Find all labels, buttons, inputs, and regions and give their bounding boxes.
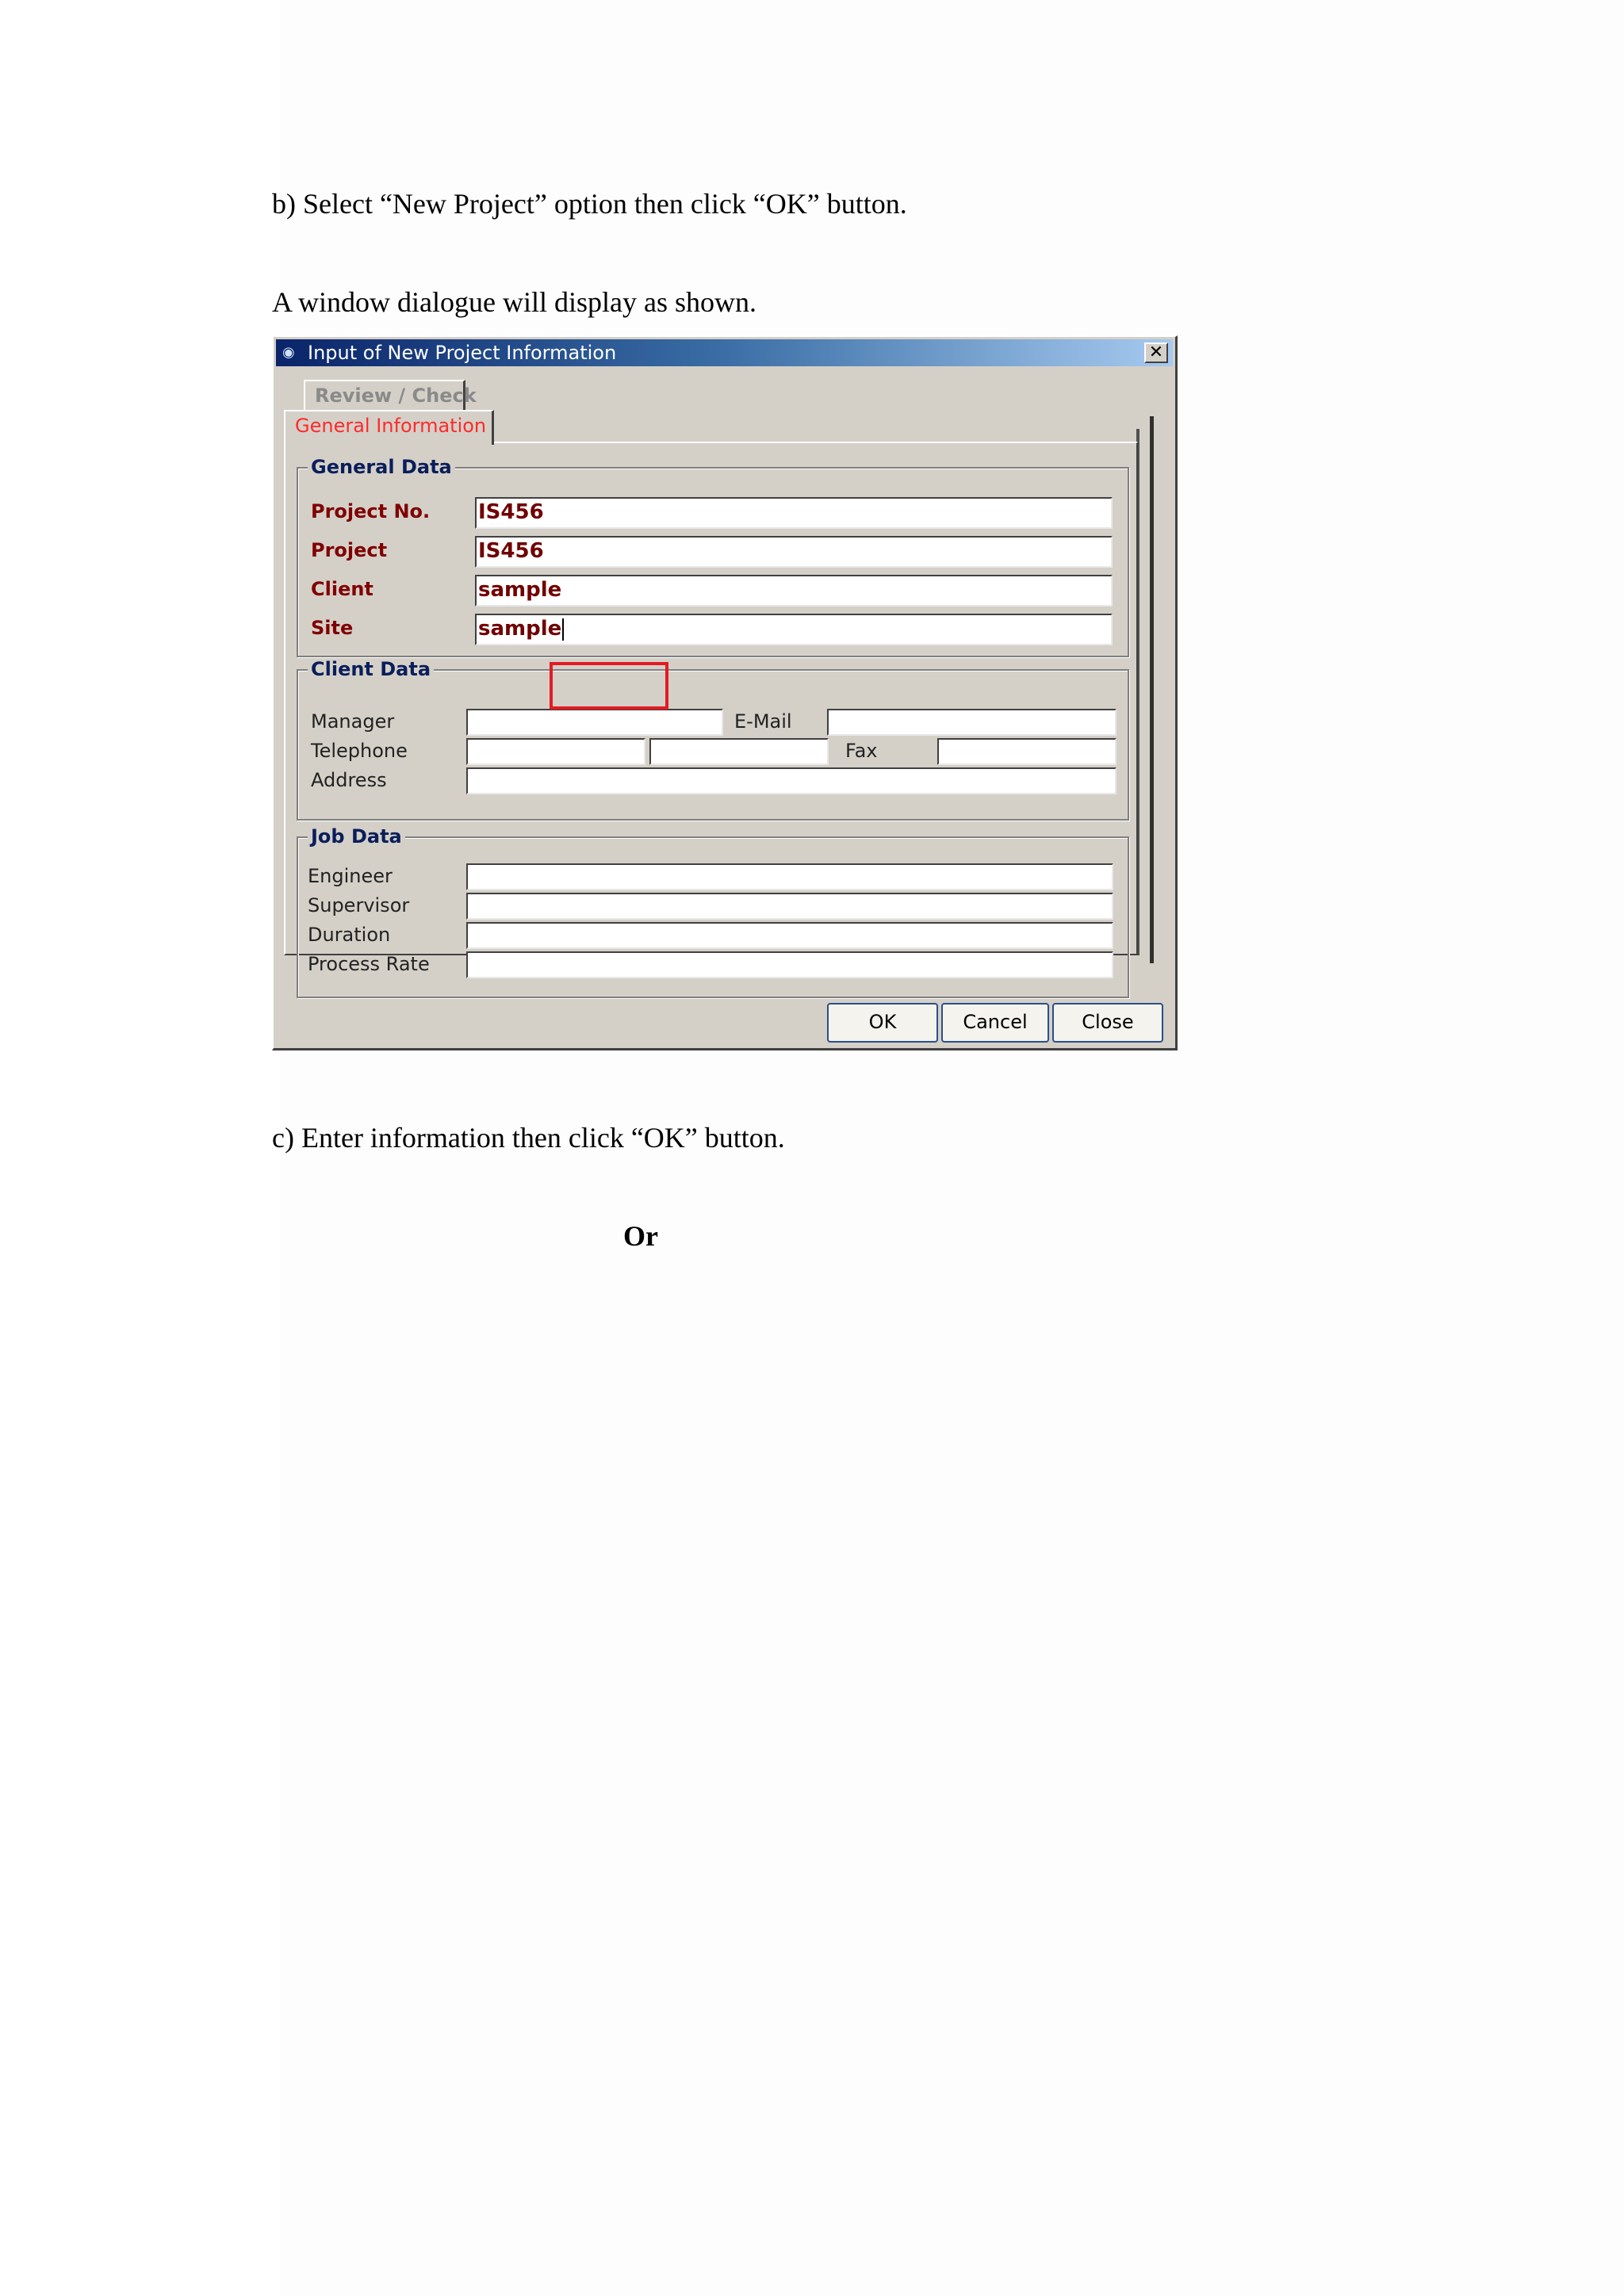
fax-field[interactable]	[937, 738, 1116, 765]
duration-field[interactable]	[466, 922, 1113, 949]
site-value: sample	[478, 617, 562, 641]
client-label: Client	[311, 578, 373, 600]
supervisor-field[interactable]	[466, 893, 1113, 920]
telephone-field-1[interactable]	[466, 738, 645, 765]
or-separator: Or	[623, 1220, 658, 1252]
close-button[interactable]: Close	[1052, 1003, 1163, 1043]
general-data-group	[297, 456, 1129, 657]
close-icon[interactable]: ✕	[1144, 342, 1168, 363]
instruction-dialog-note: A window dialogue will display as shown.	[272, 286, 756, 318]
telephone-label: Telephone	[311, 740, 408, 762]
job-data-title: Job Data	[308, 825, 405, 848]
new-project-dialog	[272, 335, 1178, 1050]
duration-label: Duration	[308, 924, 391, 946]
address-field[interactable]	[466, 767, 1116, 794]
project-no-label: Project No.	[311, 500, 431, 522]
manager-field[interactable]	[466, 709, 723, 736]
app-icon: ◉	[282, 344, 295, 361]
project-field[interactable]: IS456	[475, 536, 1113, 568]
tab-panel-general-information	[284, 442, 1138, 975]
process-rate-label: Process Rate	[308, 953, 430, 975]
project-no-field[interactable]: IS456	[475, 497, 1113, 529]
project-label: Project	[311, 539, 388, 561]
client-field[interactable]: sample	[475, 575, 1113, 607]
email-label: E-Mail	[734, 710, 792, 733]
ok-button[interactable]: OK	[827, 1003, 938, 1043]
instruction-step-b: b) Select “New Project” option then click “OK” button.	[272, 188, 907, 220]
tab-general-information[interactable]: General Information	[284, 410, 494, 445]
general-data-title: General Data	[308, 456, 455, 478]
engineer-label: Engineer	[308, 865, 393, 887]
dialog-titlebar	[276, 339, 1173, 366]
client-data-group	[297, 658, 1129, 821]
tab-stack-edge	[1150, 416, 1154, 963]
instruction-step-c: c) Enter information then click “OK” button.	[272, 1122, 785, 1154]
job-data-group	[297, 825, 1129, 998]
engineer-field[interactable]	[466, 863, 1113, 890]
address-label: Address	[311, 769, 387, 791]
email-field[interactable]	[827, 709, 1116, 736]
site-field[interactable]	[475, 614, 1113, 645]
cancel-button[interactable]: Cancel	[941, 1003, 1049, 1043]
site-label: Site	[311, 617, 354, 639]
fax-label: Fax	[845, 740, 878, 762]
process-rate-field[interactable]	[466, 951, 1113, 978]
supervisor-label: Supervisor	[308, 894, 410, 916]
manager-label: Manager	[311, 710, 395, 733]
telephone-field-2[interactable]	[649, 738, 829, 765]
client-data-title: Client Data	[308, 658, 434, 680]
tab-review-check[interactable]: Review / Check	[304, 380, 465, 411]
dialog-title: Input of New Project Information	[308, 342, 617, 364]
text-cursor	[562, 618, 564, 641]
